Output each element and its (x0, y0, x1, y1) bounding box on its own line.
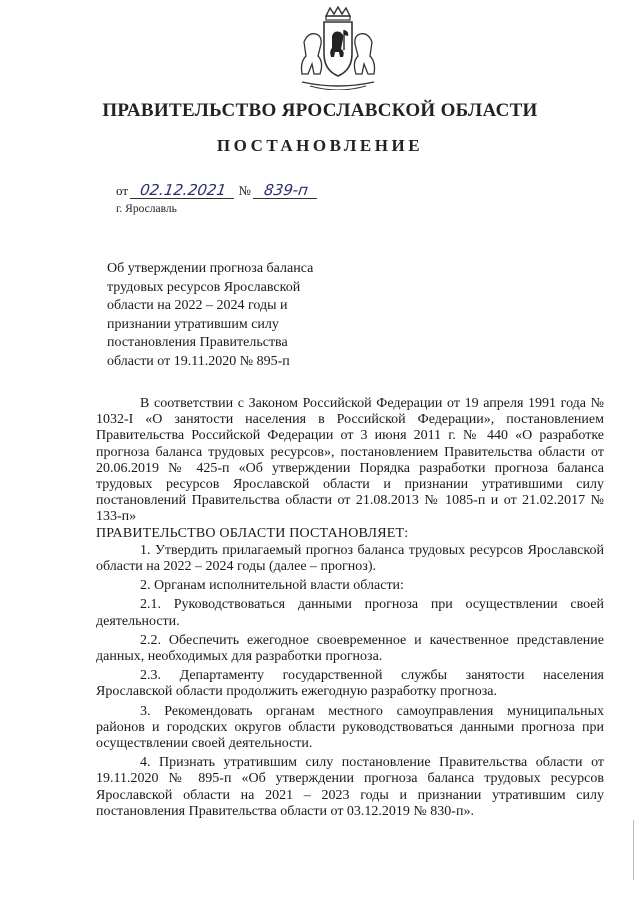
government-title: ПРАВИТЕЛЬСТВО ЯРОСЛАВСКОЙ ОБЛАСТИ (102, 100, 538, 121)
item-paragraph: 4. Признать утратившим силу постановление Правительства области от 19.11.2020 № 895-п «Об утверждении прогноза баланса трудовых ресурсов Ярославской области на 2021 – 2023 годы и признании утратившим силу постановления Правительства области от 03.12.2019 № 830-п». (96, 755, 604, 819)
item-paragraph: 2.2. Обеспечить ежегодное своевременное и качественное представление данных, необходимых для разработки прогноза. (96, 632, 604, 665)
document-body (96, 396, 604, 823)
preamble-paragraph: В соответствии с Законом Российской Федерации от 19 апреля 1991 года № 1032-I «О занятости населения в Российской Федерации», постановлением Правительства Российской Федерации от 3 июня 2011 г. № 440 «О разработке прогноза баланса трудовых ресурсов», постановлением Правительства области от 20.06.2019 № 425-п «Об утверждении Порядка разработки прогноза баланса трудовых ресурсов Ярославской области и признании утратившими силу постановлений Правительства области от 21.08.2013 № 1085-п и от 21.02.2017 № 133-п» (96, 396, 604, 525)
number-prefix: № (238, 183, 251, 198)
resolves-heading: ПРАВИТЕЛЬСТВО ОБЛАСТИ ПОСТАНОВЛЯЕТ: (96, 525, 409, 541)
item-paragraph: 3. Рекомендовать органам местного самоуправления муниципальных районов и городских округов области руководствоваться данными прогноза при осуществлении своей деятельности. (96, 703, 604, 752)
scan-edge-mark (633, 820, 634, 880)
date-number-line (116, 183, 318, 199)
date-prefix: от (116, 183, 129, 198)
subject-line: области от 19.11.2020 № 895-п (107, 353, 290, 369)
coat-of-arms-icon (292, 6, 384, 90)
item-paragraph: 2.3. Департаменту государственной службы занятости населения Ярославской области продолжить ежегодную разработку прогноза. (96, 668, 604, 700)
subject-line: Об утверждении прогноза баланса (107, 261, 314, 276)
item-paragraph: 1. Утвердить прилагаемый прогноз баланса трудовых ресурсов Ярославской области на 2022 – 2024 годы (далее – прогноз). (96, 542, 604, 575)
document-type: ПОСТАНОВЛЕНИЕ (216, 136, 424, 155)
item-paragraph: 2. Органам исполнительной власти области: (140, 578, 404, 594)
subject-line: постановления Правительства (107, 335, 288, 350)
handwritten-date: 02.12.2021 (130, 183, 236, 199)
subject-block (107, 260, 343, 371)
handwritten-number: 839-п (253, 183, 319, 199)
subject-line: области на 2022 – 2024 годы и (107, 298, 288, 313)
item-paragraph: 2.1. Руководствоваться данными прогноза при осуществлении своей деятельности. (96, 597, 604, 629)
city: г. Ярославль (116, 203, 177, 215)
subject-line: трудовых ресурсов Ярославской (107, 279, 301, 295)
subject-line: признании утратившим силу (107, 316, 279, 332)
